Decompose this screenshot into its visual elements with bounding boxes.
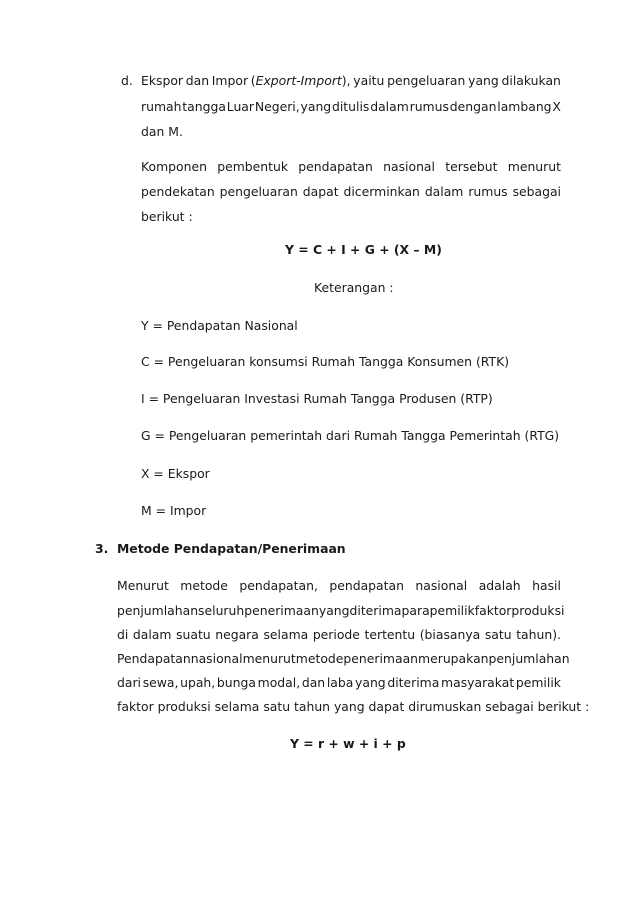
paren-close: ),: [341, 73, 351, 88]
word: lambang: [497, 99, 552, 114]
word: faktor: [474, 603, 512, 618]
word: modal,: [257, 675, 301, 690]
word: pengeluaran: [219, 184, 298, 199]
item-d-line-1: [141, 73, 561, 89]
word: sebagai: [512, 184, 561, 199]
word: rumus: [468, 184, 508, 199]
word: selama: [263, 627, 309, 642]
paren-open: (: [250, 73, 256, 88]
word: yaitu: [353, 73, 385, 88]
word: ditulis: [332, 99, 370, 114]
word: sewa,: [142, 675, 179, 690]
keterangan-title: Keterangan :: [314, 280, 394, 295]
word: Luar: [226, 99, 254, 114]
word: nasional: [415, 578, 468, 593]
word: (biasanya: [419, 627, 481, 642]
word: tahun).: [516, 627, 561, 642]
keterangan-item-c: C = Pengeluaran konsumsi Rumah Tangga Konsumen (RTK): [141, 354, 510, 369]
item-d-line-2: [141, 99, 561, 115]
word: metode: [180, 578, 228, 593]
section-3-line-1: [117, 578, 561, 594]
word: rumah: [141, 99, 182, 114]
section-3-line-5: [117, 675, 561, 691]
section-3-line-6: faktor produksi selama satu tahun yang dapat dirumuskan sebagai berikut :: [117, 699, 590, 714]
word: dapat: [302, 184, 339, 199]
word: penerimaan: [343, 651, 419, 666]
word: yang: [300, 99, 332, 114]
section-3-line-4: [117, 651, 570, 667]
word: pemilik: [515, 675, 561, 690]
keterangan-item-g: G = Pengeluaran pemerintah dari Rumah Tangga Pemerintah (RTG): [141, 428, 560, 443]
word: pendekatan: [141, 184, 215, 199]
word: dalam: [132, 627, 172, 642]
word: periode: [312, 627, 360, 642]
word: metode: [295, 651, 344, 666]
word: satu: [484, 627, 512, 642]
word: dan: [185, 73, 210, 88]
word: Ekspor: [141, 73, 183, 88]
word: laba: [326, 675, 354, 690]
word: masyarakat: [441, 675, 515, 690]
word: tangga: [182, 99, 226, 114]
section-3-line-3: [117, 627, 561, 643]
keterangan-item-m: M = Impor: [141, 503, 207, 518]
word: bunga: [216, 675, 256, 690]
word-group: [251, 73, 351, 89]
keterangan-item-i: I = Pengeluaran Investasi Rumah Tangga Produsen (RTP): [141, 391, 493, 406]
word: upah,: [180, 675, 216, 690]
word: pemilik: [429, 603, 475, 618]
word: pengeluaran: [387, 73, 466, 88]
word: pendapatan: [329, 578, 404, 593]
word: suatu: [176, 627, 211, 642]
word: dan: [301, 675, 326, 690]
word: para: [401, 603, 430, 618]
word: pendapatan,: [239, 578, 318, 593]
word: dalam: [424, 184, 464, 199]
word: pembentuk: [217, 159, 289, 174]
keterangan-item-y: Y = Pendapatan Nasional: [141, 318, 298, 333]
word: X: [552, 99, 561, 114]
section-3-heading: 3. Metode Pendapatan/Penerimaan: [95, 541, 346, 556]
word: Komponen: [141, 159, 207, 174]
word: Pendapatan: [117, 651, 191, 666]
word: adalah: [478, 578, 521, 593]
komponen-line-3: berikut :: [141, 209, 193, 224]
word: merupakan: [418, 651, 489, 666]
word: yang: [468, 73, 499, 88]
word: hasil: [532, 578, 561, 593]
word: penjumlahan: [117, 603, 199, 618]
word: negara: [215, 627, 259, 642]
word: penerimaan: [244, 603, 319, 618]
word: di: [117, 627, 129, 642]
export-import-term: Export-Import: [255, 73, 342, 88]
formula-income: Y = r + w + i + p: [290, 736, 406, 751]
word: dengan: [449, 99, 497, 114]
word: Negeri,: [254, 99, 300, 114]
word: dalam: [370, 99, 409, 114]
word: diterima: [349, 603, 402, 618]
word: nasional: [190, 651, 243, 666]
word: menurut: [242, 651, 296, 666]
word: menurut: [507, 159, 561, 174]
item-d-line-3: dan M.: [141, 124, 183, 139]
word: nasional: [383, 159, 435, 174]
komponen-line-2: [141, 184, 561, 200]
list-marker-d: d.: [121, 73, 133, 88]
word: Impor: [211, 73, 249, 88]
word: produksi: [511, 603, 565, 618]
word: tersebut: [445, 159, 498, 174]
formula-expenditure: Y = C + I + G + (X – M): [285, 242, 442, 257]
word: tertentu: [364, 627, 416, 642]
word: seluruh: [198, 603, 245, 618]
word: yang: [318, 603, 350, 618]
word: dari: [117, 675, 141, 690]
section-3-line-2: [117, 603, 565, 619]
word: pendapatan: [298, 159, 373, 174]
keterangan-item-x: X = Ekspor: [141, 466, 210, 481]
word: penjumlahan: [488, 651, 570, 666]
word: dilakukan: [501, 73, 561, 88]
word: diterima: [387, 675, 440, 690]
word: rumus: [409, 99, 449, 114]
komponen-line-1: [141, 159, 561, 175]
word: Menurut: [117, 578, 169, 593]
word: yang: [355, 675, 386, 690]
word: dicerminkan: [343, 184, 420, 199]
